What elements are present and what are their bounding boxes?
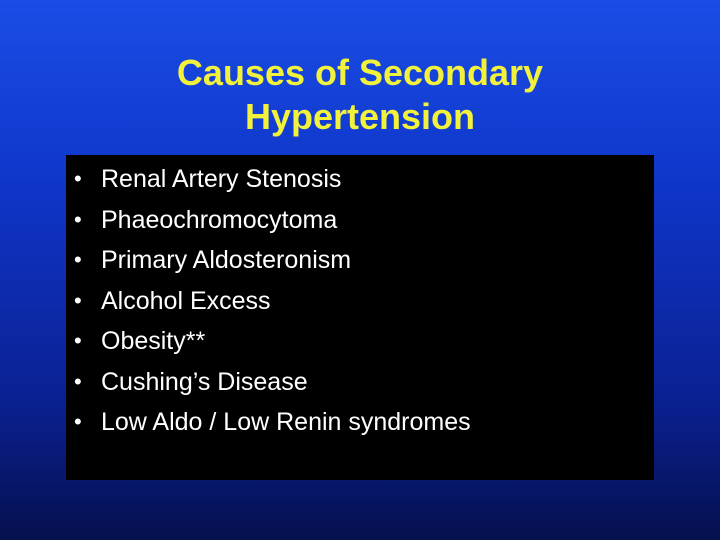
title-line-1: Causes of Secondary — [176, 52, 544, 93]
bullet-icon: • — [74, 247, 82, 272]
bullet-icon: • — [74, 206, 82, 232]
list-item — [66, 285, 654, 326]
slide-title — [0, 51, 720, 139]
list-item — [66, 244, 654, 285]
content-box — [66, 155, 654, 480]
bullet-icon: • — [74, 287, 82, 313]
list-item — [66, 366, 654, 407]
title-line-2: Hypertension — [244, 96, 476, 137]
list-item — [66, 325, 654, 366]
list-item — [66, 163, 654, 204]
list-item — [66, 204, 654, 245]
list-item-text: Obesity** — [101, 327, 206, 355]
bullet-icon: • — [74, 166, 82, 191]
list-item-text: Alcohol Excess — [101, 286, 271, 315]
list-item-text: Renal Artery Stenosis — [101, 165, 342, 193]
bullet-list — [66, 163, 654, 447]
list-item-text: Phaeochromocytoma — [101, 205, 338, 234]
list-item-text: Cushing’s Disease — [101, 367, 308, 396]
list-item-text: Primary Aldosteronism — [101, 246, 352, 274]
list-item — [66, 406, 654, 447]
bullet-icon: • — [74, 328, 82, 353]
bullet-icon: • — [74, 409, 82, 434]
bullet-icon: • — [74, 368, 82, 394]
list-item-text: Low Aldo / Low Renin syndromes — [101, 408, 471, 436]
